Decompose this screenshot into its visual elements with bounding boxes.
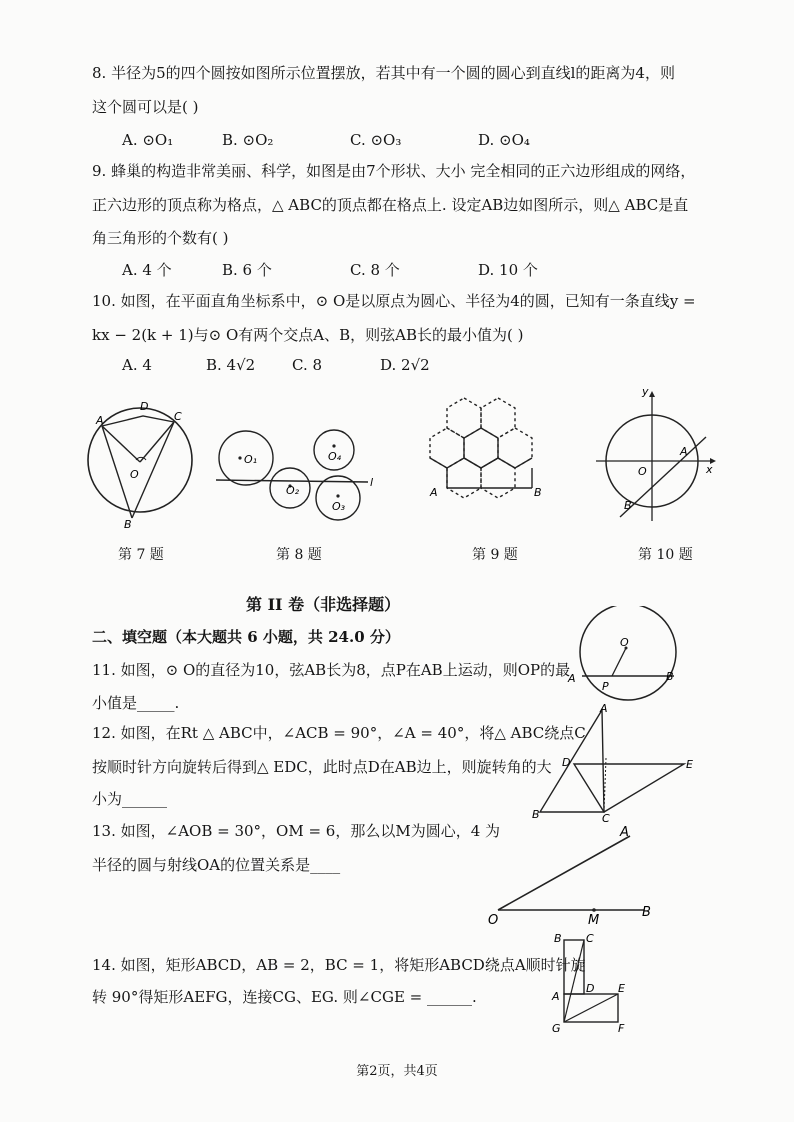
- figure-7-caption: 第 7 题: [118, 547, 164, 563]
- figure-11-circle-chord: [562, 606, 692, 706]
- q14-line1: 14. 如图，矩形ABCD，AB = 2，BC = 1，将矩形ABCD绕点A顺时针旋: [92, 956, 586, 974]
- q8-option-b: B. ⊙O₂: [222, 131, 274, 149]
- q13-line2: 半径的圆与射线OA的位置关系是____: [92, 856, 341, 874]
- fig10-label-x: x: [706, 463, 713, 476]
- fig8-label-l: l: [370, 476, 374, 489]
- figure-13-angle: [480, 822, 660, 926]
- fig14-label-b: B: [554, 932, 562, 945]
- q8-line1: 8. 半径为5的四个圆按如图所示位置摆放，若其中有一个圆的圆心到直线l的距离为4，则: [92, 64, 675, 82]
- q10-option-b: B. 4√2: [206, 356, 256, 374]
- q9-line1: 9. 蜂巢的构造非常美丽、科学，如图是由7个形状、大小 完全相同的正六边形组成的网络，: [92, 162, 696, 180]
- part-2-subtitle: 二、填空题（本大题共 6 小题，共 24.0 分）: [92, 628, 400, 646]
- fig11-label-b: B: [666, 670, 674, 683]
- fig11-label-p: P: [602, 680, 609, 693]
- q10-option-a: A. 4: [122, 356, 152, 374]
- fig12-label-e: E: [686, 758, 693, 771]
- fig13-label-a: A: [620, 825, 629, 840]
- figure-10-caption: 第 10 题: [638, 547, 693, 563]
- q9-line2: 正六边形的顶点称为格点，△ ABC的顶点都在格点上. 设定AB边如图所示，则△ ABC是直: [92, 196, 689, 214]
- q11-line2: 小值是_____.: [92, 694, 180, 712]
- fig7-label-d: D: [140, 400, 149, 413]
- figure-12-rotated-triangle: [530, 702, 710, 826]
- q9-line3: 角三角形的个数有( ): [92, 229, 229, 247]
- fig14-label-a: A: [552, 990, 560, 1003]
- fig7-label-c: C: [174, 410, 182, 423]
- q10-line2: kx − 2(k + 1)与⊙ O有两个交点A、B，则弦AB长的最小值为( ): [92, 326, 524, 344]
- fig12-label-c: C: [602, 812, 610, 825]
- figure-7-circle-diagram: [80, 390, 200, 530]
- q8-line2: 这个圆可以是( ): [92, 98, 199, 116]
- fig7-label-a: A: [96, 414, 104, 427]
- fig13-label-b: B: [642, 905, 651, 920]
- q9-option-b: B. 6 个: [222, 261, 272, 279]
- q9-option-d: D. 10 个: [478, 261, 538, 279]
- fig14-label-f: F: [618, 1022, 625, 1035]
- fig7-label-o: O: [130, 468, 139, 481]
- q11-line1: 11. 如图，⊙ O的直径为10，弦AB长为8，点P在AB上运动，则OP的最: [92, 661, 571, 679]
- fig10-label-y: y: [642, 385, 649, 398]
- figure-8-caption: 第 8 题: [276, 547, 322, 563]
- fig8-label-o1: O₁: [244, 453, 258, 466]
- fig8-label-o2: O₂: [286, 484, 300, 497]
- fig7-label-b: B: [124, 518, 132, 530]
- fig12-label-a: A: [600, 702, 608, 715]
- q9-option-a: A. 4 个: [122, 261, 172, 279]
- fig13-label-m: M: [588, 913, 600, 926]
- fig14-label-g: G: [552, 1022, 561, 1035]
- fig10-label-b: B: [624, 499, 632, 512]
- q12-line3: 小为______: [92, 790, 168, 808]
- fig8-label-o4: O₄: [328, 450, 342, 463]
- q10-line1: 10. 如图，在平面直角坐标系中，⊙ O是以原点为圆心、半径为4的圆，已知有一条直线y =: [92, 292, 696, 310]
- q12-line1: 12. 如图，在Rt △ ABC中，∠ACB = 90°，∠A = 40°，将△ ABC绕点C: [92, 724, 586, 742]
- q10-option-d: D. 2√2: [380, 356, 430, 374]
- fig14-label-e: E: [618, 982, 625, 995]
- part-2-title: 第 II 卷（非选择题）: [246, 595, 401, 614]
- fig11-label-o: O: [620, 636, 629, 649]
- fig8-label-o3: O₃: [332, 500, 346, 513]
- q8-option-d: D. ⊙O₄: [478, 131, 530, 149]
- fig13-label-o: O: [488, 913, 499, 926]
- fig9-label-b: B: [534, 486, 542, 499]
- figure-9-caption: 第 9 题: [472, 547, 518, 563]
- q12-line2: 按顺时针方向旋转后得到△ EDC，此时点D在AB边上，则旋转角的大: [92, 758, 552, 776]
- fig14-label-c: C: [586, 932, 594, 945]
- fig9-label-a: A: [430, 486, 438, 499]
- figure-9-honeycomb: [418, 392, 558, 527]
- figure-8-four-circles: [210, 410, 380, 530]
- figure-14-rotated-rectangle: [546, 930, 630, 1036]
- q8-option-a: A. ⊙O₁: [122, 131, 174, 149]
- fig12-label-b: B: [532, 808, 540, 821]
- q9-option-c: C. 8 个: [350, 261, 400, 279]
- q13-line1: 13. 如图，∠AOB = 30°，OM = 6，那么以M为圆心，4 为: [92, 822, 501, 840]
- q14-line2: 转 90°得矩形AEFG，连接CG、EG. 则∠CGE = ______.: [92, 988, 477, 1006]
- fig10-label-o: O: [638, 465, 647, 478]
- fig10-label-a: A: [680, 445, 688, 458]
- fig12-label-d: D: [562, 756, 571, 769]
- fig11-label-a: A: [568, 672, 576, 685]
- figure-10-coordinate-circle: [590, 385, 720, 525]
- q10-option-c: C. 8: [292, 356, 323, 374]
- q8-option-c: C. ⊙O₃: [350, 131, 402, 149]
- fig14-label-d: D: [586, 982, 595, 995]
- page-footer: 第2页，共4页: [356, 1064, 438, 1079]
